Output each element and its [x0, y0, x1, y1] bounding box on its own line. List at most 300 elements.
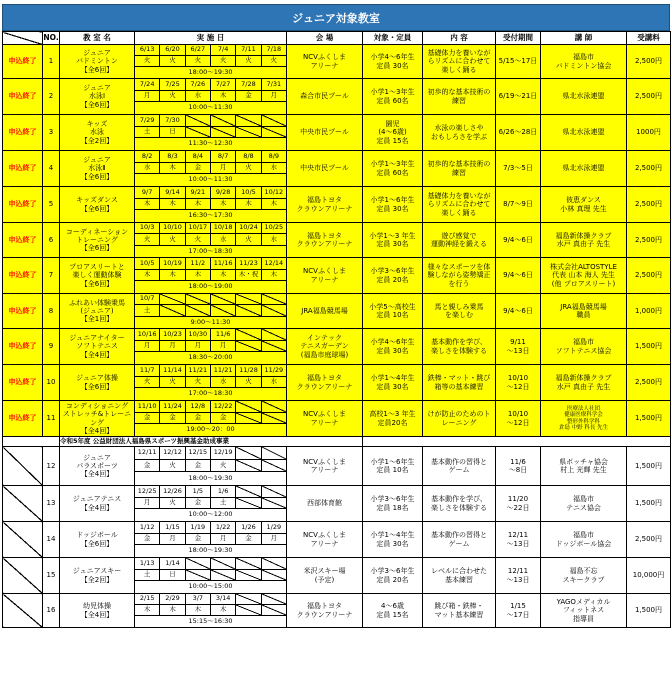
status-badge: 申込終了 — [3, 258, 43, 294]
schedule-day: 木 — [211, 270, 236, 282]
schedule — [135, 151, 287, 187]
application-period — [496, 365, 541, 401]
application-period — [496, 258, 541, 294]
instructor-line: バドミントン協会 — [555, 61, 612, 70]
application-period — [496, 223, 541, 258]
content — [423, 401, 496, 437]
class-name — [60, 45, 135, 79]
schedule-day: 木 — [262, 199, 286, 211]
schedule-date: 11/16 — [211, 258, 236, 270]
schedule-day: 火 — [160, 56, 185, 67]
schedule-day: 月 — [211, 534, 236, 546]
class-name-line: トレーニング — [76, 235, 118, 244]
schedule — [135, 329, 287, 365]
page-title: ジュニア対象教室 — [2, 4, 670, 31]
fee: 1,500円 — [627, 486, 671, 522]
schedule-date: 10/16 — [135, 329, 160, 341]
period-line: 7/3～5日 — [503, 164, 533, 173]
class-name-line: ジュニア — [83, 84, 111, 93]
fee: 1,500円 — [627, 594, 671, 628]
content-line: 基礎体力を養いなが — [427, 49, 491, 58]
schedule-day: 月 — [135, 341, 160, 353]
schedule-date: 1/15 — [160, 522, 185, 534]
period-line: 9/4～6日 — [503, 271, 533, 280]
venue-line: 米沢スキー場 — [303, 567, 346, 576]
instructor — [541, 329, 627, 365]
schedule-date — [236, 115, 261, 127]
schedule-time: 18:30～20:00 — [188, 353, 233, 362]
schedule-date: 11/21 — [186, 365, 211, 377]
schedule-time: 9:00～11:30 — [190, 317, 231, 326]
row-number: 8 — [43, 294, 60, 329]
class-name — [60, 151, 135, 187]
schedule-day: 水 — [211, 377, 236, 389]
fee: 1000円 — [627, 115, 671, 151]
schedule-date: 8/7 — [211, 151, 236, 163]
content-line: 馬と親しみ乗馬 — [434, 302, 484, 311]
schedule-date: 7/28 — [236, 79, 261, 91]
schedule-date: 7/30 — [160, 115, 185, 127]
fee: 2,500円 — [627, 45, 671, 79]
schedule-day: 火 — [160, 498, 185, 510]
period-line: 9/4～6日 — [503, 306, 533, 315]
venue-line: アリーナ — [310, 466, 339, 474]
venue-line: クラウンアリーナ — [296, 610, 353, 619]
application-period — [496, 187, 541, 223]
schedule-date — [262, 486, 286, 498]
venue — [287, 401, 363, 437]
schedule-day: 火 — [160, 91, 185, 103]
schedule — [135, 486, 287, 522]
schedule-date: 12/26 — [160, 486, 185, 498]
class-name — [60, 486, 135, 522]
schedule-day — [262, 570, 286, 582]
content-line: を行う — [448, 279, 470, 288]
schedule-day: 水 — [135, 163, 160, 175]
schedule-day: 月 — [211, 163, 236, 175]
schedule-day: 木 — [186, 199, 211, 211]
schedule-date: 3/7 — [186, 594, 211, 605]
schedule-date — [186, 115, 211, 127]
schedule-date: 11/24 — [160, 401, 185, 413]
schedule-date: 8/4 — [186, 151, 211, 163]
schedule-date: 11/6 — [211, 329, 236, 341]
venue — [287, 486, 363, 522]
target-line: 定員 15名 — [376, 610, 409, 619]
class-name-line: ジュニア — [83, 156, 111, 165]
schedule-day: 木 — [211, 199, 236, 211]
venue — [287, 115, 363, 151]
schedule-date: 1/5 — [186, 486, 211, 498]
schedule-day: 月 — [160, 341, 185, 353]
schedule-day: 火 — [186, 377, 211, 389]
content-line: マット基本練習 — [434, 610, 484, 619]
class-name-line: 【全4回】 — [80, 470, 114, 479]
instructor-line: 水戸 真由子 先生 — [556, 382, 611, 391]
target-line: 定員 30名 — [376, 240, 409, 248]
instructor — [541, 79, 627, 115]
venue-line: インテック — [307, 334, 342, 343]
class-name-line: 【全6回】 — [80, 100, 114, 109]
sponsor-text: 令和5年度 公益財団法人福島県スポーツ振興基金助成事業 — [60, 437, 363, 447]
schedule — [135, 187, 287, 223]
schedule — [135, 522, 287, 558]
schedule-date: 10/5 — [236, 187, 261, 199]
schedule-date: 10/25 — [262, 223, 286, 234]
schedule-day — [236, 305, 261, 316]
content-line: 基礎体力を養いなが — [427, 192, 491, 201]
row-number: 4 — [43, 151, 60, 187]
venue — [287, 522, 363, 558]
target-line: 定員 30名 — [376, 382, 409, 391]
period-line: 10/10 — [507, 374, 529, 383]
instructor-line: 水戸 真由子 先生 — [556, 240, 611, 248]
period-line: 6/19～21日 — [498, 92, 538, 101]
target-line: 小学4～6年生 — [370, 338, 415, 347]
row-number: 14 — [43, 522, 60, 558]
target-capacity — [363, 365, 423, 401]
table-row — [3, 115, 671, 151]
class-name-line: 【全6回】 — [80, 279, 114, 288]
schedule-date: 1/12 — [135, 522, 160, 534]
target-capacity — [363, 447, 423, 486]
schedule-day: 土 — [135, 305, 160, 316]
instructor — [541, 558, 627, 594]
schedule-date: 7/25 — [160, 79, 185, 91]
instructor-line: 県北水泳連盟 — [562, 92, 605, 101]
instructor-line: 代表 山本 海人 先生 — [552, 271, 615, 280]
header-target: 対象・定員 — [363, 32, 423, 45]
status-badge: 申込終了 — [3, 365, 43, 401]
application-period — [496, 329, 541, 365]
schedule-day: 金 — [135, 534, 160, 546]
venue — [287, 365, 363, 401]
content-line: 験しながら姿勢矯正 — [427, 271, 491, 280]
venue — [287, 329, 363, 365]
instructor-line: 福島不忘 — [569, 567, 598, 576]
period-line: 8/7～9日 — [503, 200, 533, 209]
schedule-day: 水 — [186, 91, 211, 103]
instructor-line: JRA福島競馬場 — [560, 302, 607, 311]
target-line: 定員 20名 — [376, 275, 409, 284]
schedule-day: 火 — [186, 56, 211, 67]
schedule — [135, 223, 287, 258]
sponsor-spacer — [363, 437, 671, 447]
class-name — [60, 79, 135, 115]
row-number: 7 — [43, 258, 60, 294]
schedule-date: 10/3 — [135, 223, 160, 234]
schedule-day: 金 — [186, 498, 211, 510]
content-line: 楽しさを体験する — [431, 346, 487, 355]
target-line: 高校1～3 年生 — [369, 410, 416, 419]
schedule-day: 金 — [186, 163, 211, 175]
status-badge: 申込終了 — [3, 151, 43, 187]
period-line: ～13日 — [506, 539, 530, 548]
row-number: 2 — [43, 79, 60, 115]
schedule — [135, 79, 287, 115]
schedule-day: 火 — [135, 56, 160, 67]
class-name — [60, 329, 135, 365]
schedule-day: 月 — [211, 341, 236, 353]
venue-line: 森合市民プール — [300, 92, 349, 101]
schedule — [135, 401, 287, 437]
class-name-line: 楽しく運動体験 — [72, 271, 122, 280]
schedule-day: 月 — [262, 91, 286, 103]
instructor-line: 県北水泳連盟 — [562, 164, 605, 173]
target-capacity — [363, 558, 423, 594]
instructor — [541, 447, 627, 486]
target-line: 小学1～6年生 — [370, 196, 415, 205]
schedule-date: 9/14 — [160, 187, 185, 199]
class-name-line: キッズダンス — [76, 196, 118, 205]
schedule-time: 10:00～11:30 — [188, 103, 233, 112]
schedule-day — [262, 605, 286, 616]
schedule-date: 10/18 — [211, 223, 236, 234]
schedule-day: 火 — [160, 377, 185, 389]
fee: 2,500円 — [627, 365, 671, 401]
schedule-date: 1/26 — [236, 522, 261, 534]
venue — [287, 447, 363, 486]
content-line: 楽しさを体験する — [431, 503, 487, 512]
schedule-time: 15:15～16:30 — [188, 616, 233, 625]
venue-line: アリーナ — [310, 418, 339, 427]
schedule-time: 18:00～19:30 — [188, 473, 233, 482]
class-name-line: ふれあい体験乗馬 — [69, 298, 125, 307]
content — [423, 365, 496, 401]
header-status — [3, 32, 43, 45]
schedule-date: 9/7 — [135, 187, 160, 199]
instructor-line: 整形外科学科 — [566, 418, 600, 425]
schedule-day — [211, 570, 236, 582]
table-row — [3, 79, 671, 115]
class-name — [60, 522, 135, 558]
class-name — [60, 558, 135, 594]
content-line: 箱等の基本練習 — [434, 382, 484, 391]
class-name — [60, 365, 135, 401]
schedule-day: 水 — [262, 377, 286, 389]
class-name — [60, 294, 135, 329]
class-name-line: キッズ — [86, 120, 108, 129]
schedule-date: 7/29 — [135, 115, 160, 127]
venue-line: NCVふくしま — [303, 457, 346, 466]
schedule-time: 10:00～15:00 — [188, 582, 233, 591]
schedule-day: 土 — [135, 127, 160, 139]
period-line: ～13日 — [506, 346, 530, 355]
schedule-date: 12/25 — [135, 486, 160, 498]
schedule-day: 木 — [135, 270, 160, 282]
venue-line: アリーナ — [310, 539, 339, 548]
venue — [287, 294, 363, 329]
class-name-line: ジュニア — [83, 453, 111, 462]
table-row — [3, 45, 671, 79]
fee: 2,500円 — [627, 187, 671, 223]
fee: 10,000円 — [627, 558, 671, 594]
schedule-date: 11/2 — [186, 258, 211, 270]
schedule-day: 火 — [236, 56, 261, 67]
content-line: らリズムに合わせて — [427, 57, 491, 66]
schedule-date: 11/21 — [211, 365, 236, 377]
fee: 2,500円 — [627, 223, 671, 258]
target-line: (4～6歳) — [378, 128, 407, 137]
table-row — [3, 258, 671, 294]
period-line: 5/15～17日 — [498, 57, 538, 66]
fee: 1,000円 — [627, 294, 671, 329]
instructor-line: 福島市 — [573, 495, 594, 504]
schedule-day: 月 — [186, 341, 211, 353]
schedule-date — [236, 486, 261, 498]
header-no: NO. — [43, 32, 60, 45]
instructor — [541, 115, 627, 151]
content-line: レーニング — [441, 418, 477, 427]
content-line: 基本動作を学び、 — [431, 495, 487, 504]
class-name-line: コンディショニング — [65, 402, 129, 411]
fee: 1,500円 — [627, 447, 671, 486]
schedule-date — [211, 558, 236, 570]
content-line: けが防止のためのト — [427, 410, 491, 419]
schedule-date: 11/28 — [236, 365, 261, 377]
schedule-date: 12/19 — [211, 447, 236, 460]
instructor-line: 健康医療科学会 — [564, 412, 603, 419]
application-period — [496, 447, 541, 486]
target-capacity — [363, 79, 423, 115]
target-capacity — [363, 151, 423, 187]
instructor — [541, 365, 627, 401]
table-row — [3, 486, 671, 522]
row-number: 11 — [43, 401, 60, 437]
schedule-date — [211, 294, 236, 305]
application-period — [496, 151, 541, 187]
schedule-day: 木 — [160, 605, 185, 616]
target-line: 定員 10名 — [376, 466, 409, 474]
schedule-date: 12/8 — [186, 401, 211, 413]
content-line: 様々なスポーツを体 — [427, 263, 491, 272]
schedule-time: 17:00～18:30 — [188, 389, 233, 398]
schedule-day — [262, 498, 286, 510]
schedule-date — [262, 447, 286, 460]
content — [423, 115, 496, 151]
schedule-day: 月 — [160, 534, 185, 546]
target-line: 小学1～3年生 — [370, 160, 415, 169]
schedule-date: 1/19 — [186, 522, 211, 534]
schedule-date: 2/15 — [135, 594, 160, 605]
schedule-date — [160, 294, 185, 305]
target-capacity — [363, 294, 423, 329]
schedule — [135, 447, 287, 486]
schedule — [135, 115, 287, 151]
target-capacity — [363, 115, 423, 151]
content — [423, 447, 496, 486]
schedule-day — [211, 127, 236, 139]
schedule-day: 火 — [211, 56, 236, 67]
schedule-time: 18:00～19:00 — [188, 282, 233, 291]
venue-line: 中央市民プール — [300, 128, 349, 137]
fee: 1,500円 — [627, 329, 671, 365]
schedule-day: 木 — [160, 199, 185, 211]
target-line: 定員 30名 — [376, 539, 409, 548]
schedule-day — [262, 341, 286, 353]
instructor-line: 福島市 — [573, 531, 594, 540]
venue-line: テニスガーデン — [300, 342, 349, 351]
venue-line: クラウンアリーナ — [296, 240, 353, 248]
schedule-date — [262, 115, 286, 127]
instructor-line: 彼恵ダンス — [566, 196, 601, 205]
content-line: ゲーム — [448, 466, 470, 474]
schedule-day — [236, 498, 261, 510]
instructor-line: 県北水泳連盟 — [562, 128, 605, 137]
content-line: 基本動作を学び、 — [431, 338, 487, 347]
instructor-line: 福島新体操クラブ — [555, 231, 612, 240]
schedule-date — [262, 401, 286, 413]
target-line: 園児 — [385, 120, 400, 129]
schedule-day: 火 — [236, 234, 261, 245]
content — [423, 79, 496, 115]
schedule-day — [236, 341, 261, 353]
status-badge: 申込終了 — [3, 115, 43, 151]
instructor-line: 福島市 — [573, 338, 594, 347]
venue-line: 福島トヨタ — [307, 196, 342, 205]
schedule-day — [262, 305, 286, 316]
schedule-day: 木 — [262, 270, 286, 282]
schedule-day: 金 — [186, 534, 211, 546]
content-line: 基本練習 — [445, 575, 473, 584]
content-line: らリズムに合わせて — [427, 200, 491, 209]
class-name-line: ジュニア — [83, 49, 111, 58]
fee: 2,500円 — [627, 151, 671, 187]
venue-line: 中央市民プール — [300, 164, 349, 173]
instructor-line: 村上 光輝 先生 — [560, 466, 607, 474]
period-line: ～12日 — [506, 382, 530, 391]
class-name-line: 水泳 — [90, 128, 104, 137]
class-name-line: コーディネーション — [65, 227, 129, 236]
application-period — [496, 522, 541, 558]
table-row — [3, 329, 671, 365]
venue — [287, 223, 363, 258]
period-line: ～17日 — [506, 610, 530, 619]
schedule-date: 12/14 — [262, 258, 286, 270]
row-number: 6 — [43, 223, 60, 258]
venue-line: クラウンアリーナ — [296, 382, 353, 391]
content-line: 鉄棒・マット・跳び — [427, 374, 491, 383]
table-row — [3, 294, 671, 329]
status-badge — [3, 447, 43, 486]
content-line: 水泳の楽しさや — [434, 124, 484, 133]
schedule-day: 金 — [186, 413, 211, 425]
content-line: ゲーム — [448, 539, 470, 548]
schedule-day: 月 — [262, 534, 286, 546]
schedule-day — [160, 305, 185, 316]
schedule-day: 土 — [211, 498, 236, 510]
period-line: 9/4～6日 — [503, 235, 533, 244]
period-line: ～12日 — [506, 418, 530, 427]
schedule — [135, 558, 287, 594]
schedule-day — [236, 605, 261, 616]
schedule-date — [186, 558, 211, 570]
instructor-line: スキークラブ — [562, 575, 605, 584]
schedule-day — [186, 127, 211, 139]
schedule-day — [262, 413, 286, 425]
schedule-day: 木・祝 — [236, 270, 261, 282]
target-capacity — [363, 486, 423, 522]
instructor — [541, 258, 627, 294]
instructor — [541, 486, 627, 522]
content-line: 楽しく踊る — [441, 208, 477, 217]
content — [423, 45, 496, 79]
row-number: 1 — [43, 45, 60, 79]
class-name-line: 【全1回】 — [80, 315, 114, 324]
application-period — [496, 115, 541, 151]
period-line: 1/15 — [510, 602, 526, 611]
class-name-line: 【全6回】 — [80, 65, 114, 74]
